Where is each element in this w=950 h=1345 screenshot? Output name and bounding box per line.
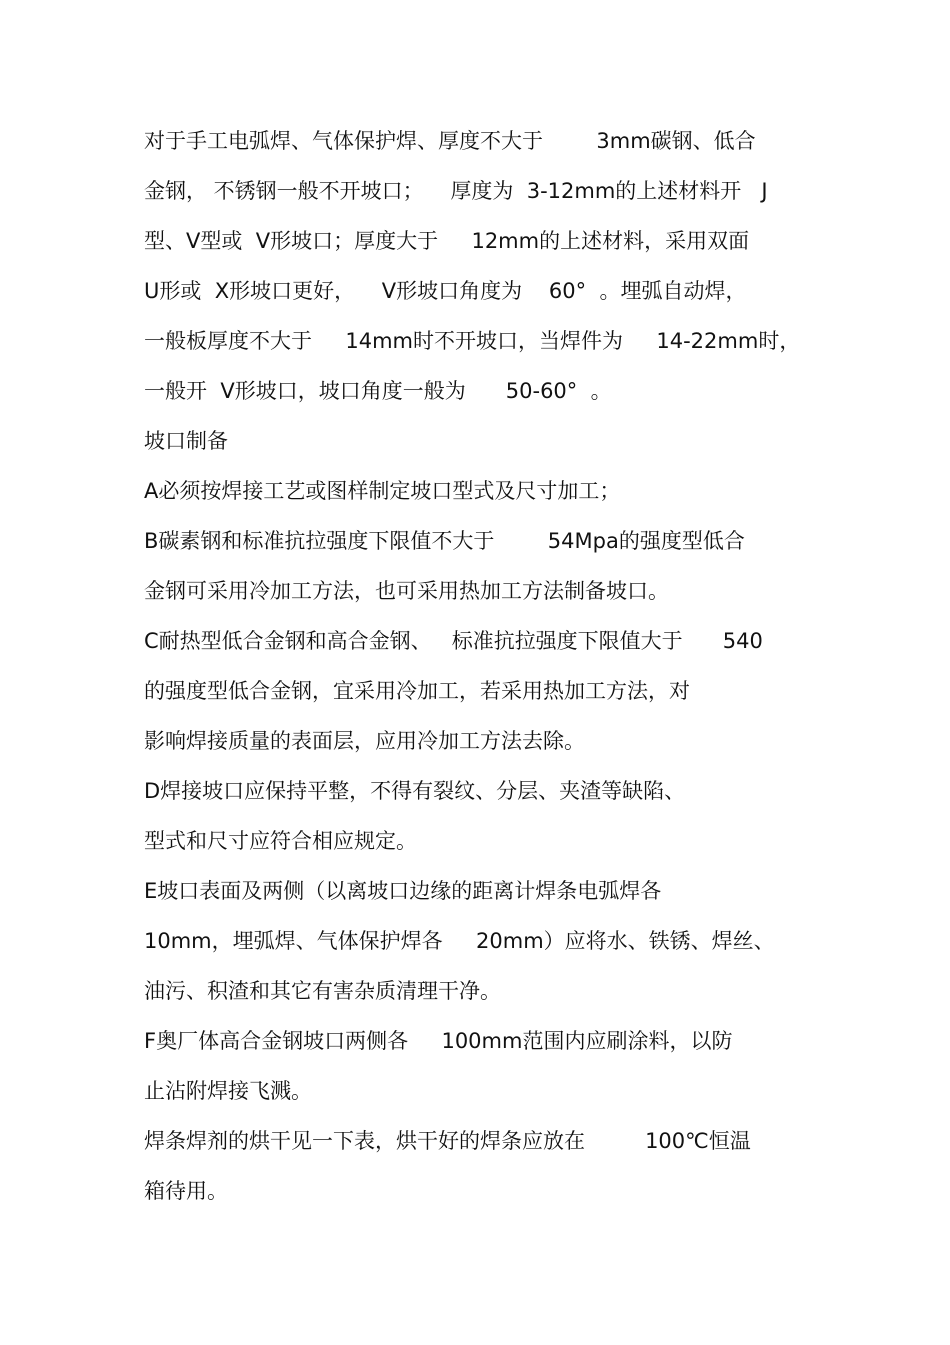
text-line: 影响焊接质量的表面层，应用冷加工方法去除。 — [144, 729, 585, 753]
text-line: 型、V型或 V形坡口；厚度大于 12mm的上述材料，采用双面 — [144, 229, 750, 253]
text-line: B碳素钢和标准抗拉强度下限值不大于 54Mpa的强度型低合 — [144, 529, 745, 553]
text-line: 金钢可采用冷加工方法，也可采用热加工方法制备坡口。 — [144, 579, 669, 603]
text-line: 一般开 V形坡口，坡口角度一般为 50-60° 。 — [144, 379, 612, 403]
text-line: A必须按焊接工艺或图样制定坡口型式及尺寸加工； — [144, 479, 621, 503]
section-heading: 坡口制备 — [144, 429, 228, 453]
text-line: D焊接坡口应保持平整，不得有裂纹、分层、夹渣等缺陷、 — [144, 779, 686, 803]
text-line: F奥厂体高合金钢坡口两侧各 100mm范围内应刷涂料，以防 — [144, 1029, 733, 1053]
text-line: C耐热型低合金钢和高合金钢、 标准抗拉强度下限值大于 540 — [144, 629, 763, 653]
text-line: 油污、积渣和其它有害杂质清理干净。 — [144, 979, 501, 1003]
text-line: 10mm，埋弧焊、气体保护焊各 20mm）应将水、铁锈、焊丝、 — [144, 929, 775, 953]
text-line: 对于手工电弧焊、气体保护焊、厚度不大于 3mm碳钢、低合 — [144, 129, 756, 153]
text-line: U形或 X形坡口更好， V形坡口角度为 60° 。埋弧自动焊， — [144, 279, 747, 303]
text-line: 金钢， 不锈钢一般不开坡口； 厚度为 3-12mm的上述材料开 J — [144, 179, 768, 203]
text-line: E坡口表面及两侧（以离坡口边缘的距离计焊条电弧焊各 — [144, 879, 662, 903]
text-line: 型式和尺寸应符合相应规定。 — [144, 829, 417, 853]
text-line: 的强度型低合金钢，宜采用冷加工，若采用热加工方法，对 — [144, 679, 690, 703]
text-line: 箱待用。 — [144, 1179, 228, 1203]
text-line: 焊条焊剂的烘干见一下表，烘干好的焊条应放在 100℃恒温 — [144, 1129, 751, 1153]
text-line: 止沾附焊接飞溅。 — [144, 1079, 312, 1103]
text-line: 一般板厚度不大于 14mm时不开坡口，当焊件为 14-22mm时， — [144, 329, 801, 353]
